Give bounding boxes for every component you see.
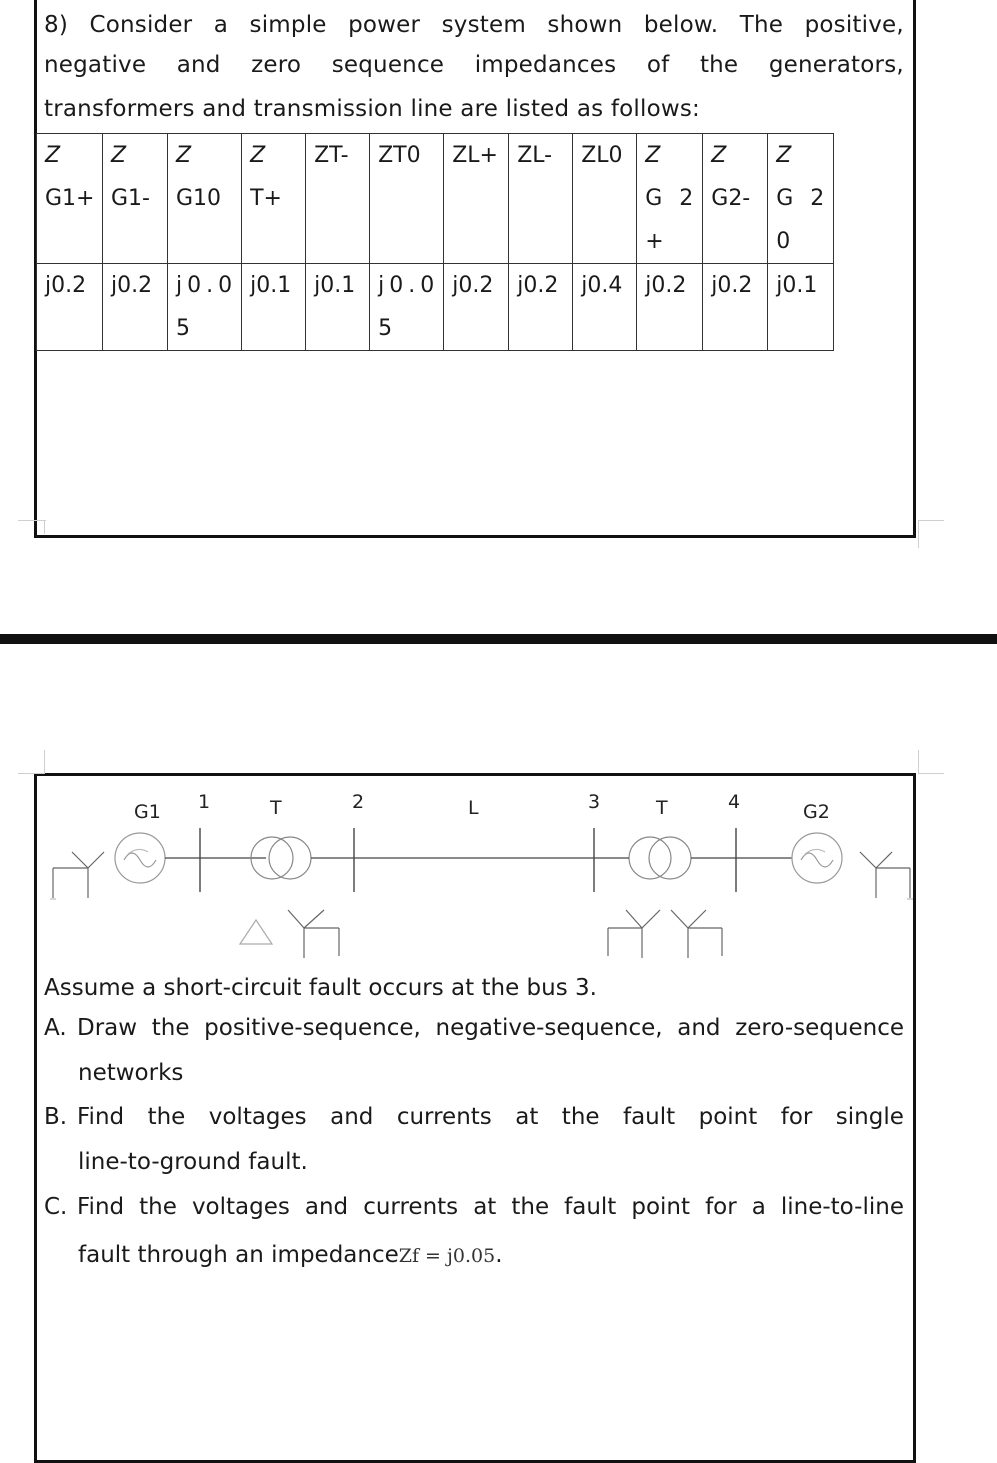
word: single <box>835 1104 904 1130</box>
word: below. <box>643 12 719 38</box>
value-cell-line: j0.2 <box>517 273 559 298</box>
transformer-1-label: T <box>270 797 282 819</box>
word: positive-sequence, <box>204 1015 421 1041</box>
value-cell-3 <box>168 264 242 351</box>
word: line-to-line <box>780 1194 904 1220</box>
word: currents <box>396 1104 492 1130</box>
value-cell-line: j0.0 <box>378 273 440 298</box>
value-cell-line: 5 <box>378 316 393 341</box>
question-a-line-1 <box>77 1015 904 1041</box>
value-cell-9 <box>573 264 637 351</box>
header-cell-line: ZT- <box>314 143 349 168</box>
word: voltages <box>191 1194 290 1220</box>
value-cell-12 <box>768 264 834 351</box>
header-cell-line: G1- <box>111 186 150 211</box>
header-cell-3 <box>168 134 242 264</box>
value-cell-line: j0.2 <box>452 273 494 298</box>
one-line-diagram <box>36 780 916 970</box>
crop-mark <box>918 773 944 774</box>
value-cell-line: j0.1 <box>314 273 356 298</box>
table-value-row <box>37 264 834 351</box>
g1-generator-symbol <box>115 833 165 883</box>
problem-line-3: transformers and transmission line are listed as follows: <box>44 96 700 122</box>
bus-3-label: 3 <box>588 791 601 813</box>
header-cell-12 <box>768 134 834 264</box>
problem-line-2 <box>44 52 904 78</box>
word: for <box>705 1194 737 1220</box>
value-cell-line: 5 <box>176 316 190 341</box>
header-cell-8 <box>509 134 573 264</box>
t2-grounded-wye-left-symbol <box>608 910 660 958</box>
crop-mark <box>918 520 919 548</box>
header-cell-line: G 2 <box>776 186 830 211</box>
header-cell-4 <box>242 134 306 264</box>
header-cell-line: ZL- <box>517 143 553 168</box>
g2-label: G2 <box>803 801 830 823</box>
question-b-line-2: line-to-ground fault. <box>78 1149 308 1175</box>
word: simple <box>249 12 327 38</box>
question-a <box>44 1015 904 1041</box>
value-cell-8 <box>509 264 573 351</box>
word: and <box>176 52 221 78</box>
value-cell-line: j0.1 <box>776 273 818 298</box>
word: 8) <box>44 12 69 38</box>
crop-mark <box>18 520 46 521</box>
transformer-2-symbol <box>629 837 691 879</box>
word: currents <box>363 1194 459 1220</box>
word: at <box>515 1104 539 1130</box>
question-a-line-2: networks <box>78 1060 184 1086</box>
table-header-row <box>37 134 834 264</box>
value-cell-line: j0.4 <box>581 273 623 298</box>
word: voltages <box>208 1104 307 1130</box>
line-label: L <box>468 797 479 819</box>
question-b <box>44 1104 904 1130</box>
word: the <box>561 1104 600 1130</box>
word: Find <box>77 1104 125 1130</box>
word: zero <box>251 52 302 78</box>
crop-mark <box>44 520 45 534</box>
g1-wye-ground-symbol <box>50 852 104 899</box>
word: and <box>304 1194 349 1220</box>
crop-mark <box>918 520 944 521</box>
word: and <box>677 1015 721 1041</box>
header-cell-9 <box>573 134 637 264</box>
question-c-letter: C. <box>44 1194 68 1220</box>
value-cell-4 <box>242 264 306 351</box>
value-cell-7 <box>444 264 509 351</box>
question-a-letter: A. <box>44 1015 67 1041</box>
g1-label: G1 <box>134 801 161 823</box>
word: fault <box>564 1194 617 1220</box>
transformer-2-label: T <box>656 797 668 819</box>
word: a <box>213 12 229 38</box>
question-b-letter: B. <box>44 1104 68 1130</box>
impedance-table <box>36 133 834 351</box>
value-cell-1 <box>37 264 103 351</box>
crop-mark <box>918 750 919 774</box>
header-cell-line: ZL0 <box>581 143 623 168</box>
header-cell-line: T+ <box>250 186 282 211</box>
header-cell-6 <box>370 134 444 264</box>
word: shown <box>547 12 623 38</box>
word: and <box>330 1104 374 1130</box>
value-cell-line: j0.2 <box>711 273 753 298</box>
word: The <box>739 12 784 38</box>
header-cell-line: Z <box>645 143 661 168</box>
header-cell-line: G10 <box>176 186 222 211</box>
word: the <box>511 1194 550 1220</box>
header-cell-5 <box>306 134 370 264</box>
word: point <box>631 1194 691 1220</box>
word: Find <box>77 1194 125 1220</box>
question-c-line-2-text: fault through an impedance <box>78 1242 399 1268</box>
header-cell-1 <box>37 134 103 264</box>
header-cell-line: Z <box>111 143 127 168</box>
word: impedances <box>474 52 617 78</box>
header-cell-line: Z <box>776 143 792 168</box>
question-b-line-1 <box>77 1104 904 1130</box>
word: the <box>699 52 739 78</box>
header-cell-7 <box>444 134 509 264</box>
word: sequence <box>331 52 445 78</box>
fault-assumption: Assume a short-circuit fault occurs at the bus 3. <box>44 975 597 1001</box>
header-cell-line: Z <box>250 143 266 168</box>
value-cell-line: j0.2 <box>45 273 87 298</box>
crop-mark <box>44 750 45 774</box>
t1-grounded-wye-symbol <box>288 910 339 958</box>
value-cell-10 <box>637 264 703 351</box>
word: point <box>698 1104 758 1130</box>
g2-generator-symbol <box>792 833 842 883</box>
question-c-line-1 <box>77 1194 904 1220</box>
word: power <box>348 12 421 38</box>
value-cell-6 <box>370 264 444 351</box>
header-cell-line: 0 <box>776 229 791 254</box>
word: positive, <box>804 12 904 38</box>
value-cell-line: j0.2 <box>111 273 153 298</box>
value-cell-5 <box>306 264 370 351</box>
word: for <box>780 1104 813 1130</box>
question-c-line-2 <box>78 1242 503 1268</box>
header-cell-line: Z <box>176 143 192 168</box>
word: generators, <box>768 52 904 78</box>
fault-impedance-formula: Zf = j0.05 <box>398 1245 496 1267</box>
value-cell-line: j0.0 <box>176 273 238 298</box>
header-cell-line: ZL+ <box>452 143 498 168</box>
value-cell-line: j0.2 <box>645 273 687 298</box>
header-cell-line: G2- <box>711 186 751 211</box>
word: fault <box>622 1104 676 1130</box>
word: a <box>751 1194 766 1220</box>
value-cell-line: j0.1 <box>250 273 292 298</box>
header-cell-line: Z <box>711 143 727 168</box>
word: the <box>147 1104 186 1130</box>
word: negative <box>44 52 147 78</box>
header-cell-2 <box>103 134 168 264</box>
t1-delta-winding-symbol <box>240 920 272 944</box>
value-cell-11 <box>703 264 768 351</box>
word: at <box>473 1194 497 1220</box>
header-cell-line: G1+ <box>45 186 95 211</box>
word: Draw <box>77 1015 138 1041</box>
header-cell-line: ZT0 <box>378 143 421 168</box>
word: zero-sequence <box>735 1015 904 1041</box>
word: the <box>151 1015 190 1041</box>
question-c <box>44 1194 904 1220</box>
header-cell-line: G 2 <box>645 186 699 211</box>
g2-wye-ground-symbol <box>860 852 913 899</box>
bus-1-label: 1 <box>198 791 211 813</box>
header-cell-line: + <box>645 229 664 254</box>
problem-line-1 <box>44 12 904 38</box>
t2-grounded-wye-right-symbol <box>671 910 722 958</box>
word: negative-sequence, <box>435 1015 663 1041</box>
word: system <box>441 12 526 38</box>
bus-2-label: 2 <box>352 791 365 813</box>
word: of <box>646 52 670 78</box>
value-cell-2 <box>103 264 168 351</box>
word: Consider <box>89 12 193 38</box>
header-cell-11 <box>703 134 768 264</box>
bus-4-label: 4 <box>728 791 741 813</box>
crop-mark <box>18 773 44 774</box>
word: the <box>139 1194 177 1220</box>
page-divider <box>0 634 997 644</box>
header-cell-10 <box>637 134 703 264</box>
header-cell-line: Z <box>45 143 61 168</box>
question-c-period: . <box>495 1242 503 1268</box>
